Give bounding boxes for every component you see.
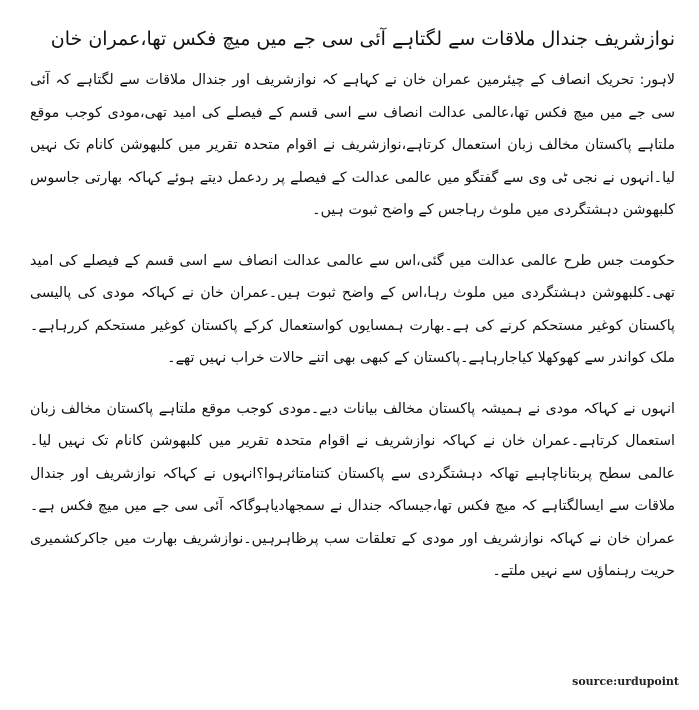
article-headline: نوازشریف جندال ملاقات سے لگتاہے آئی سی جے میں میچ فکس تھا،عمران خان [50, 28, 675, 50]
source-credit: source:urdupoint [572, 675, 679, 688]
article-paragraph-1: لاہور: تحریک انصاف کے چیئرمین عمران خان نے کہاہے کہ نوازشریف اور جندال ملاقات سے لگتاہے کہ آئی سی جے میں میچ فکس تھا،عالمی عدالت انصاف سے اسی قسم کے فیصلے کی امید تھی،مودی کوجب موقع ملتاہے پاکستان مخالف زبان استعمال کرتاہے،نوازشریف نے اقوام متحدہ تقریر میں کلبھوشن کانام تک نہیں لیا۔انہوں نے نجی ٹی وی سے گفتگو میں عالمی عدالت کے فیصلے پر ردعمل دیتے ہوئے کہاکہ بھارتی جاسوس کلبھوشن دہشتگردی میں ملوث رہاجس کے واضح ثبوت ہیں۔ [30, 72, 675, 218]
article-paragraph-3: انہوں نے کہاکہ مودی نے ہمیشہ پاکستان مخالف بیانات دیے۔مودی کوجب موقع ملتاہے پاکستان مخالف زبان استعمال کرتاہے۔عمران خان نے کہاکہ نوازشریف نے اقوام متحدہ تقریر میں کلبھوشن کانام تک نہیں لیا۔عالمی سطح پربتاناچاہیے تھاکہ دہشتگردی سے پاکستان کتنامتاثرہوا؟انہوں نے کہاکہ نوازشریف اور جندال ملاقات سے ایسالگتاہے کہ میچ فکس تھا،جیساکہ جندال نے سمجھادیاہوگاکہ آئی سی جے میں میچ فکس ہے۔عمران خان نے کہاکہ نوازشریف اور مودی کے تعلقات سب پرظاہرہیں۔نوازشریف بھارت میں جاکرکشمیری حریت رہنماؤں سے نہیں ملتے۔ [30, 400, 675, 579]
article-paragraph-2: حکومت جس طرح عالمی عدالت میں گئی،اس سے عالمی عدالت انصاف سے اسی قسم کے فیصلے کی امید تھی۔کلبھوشن دہشتگردی میں ملوث رہا،اس کے واضح ثبوت ہیں۔عمران خان نے کہاکہ مودی کی پالیسی پاکستان کوغیر مستحکم کرنے کی ہے۔بھارت ہمسایوں کواستعمال کرکے پاکستان کوغیر مستحکم کررہاہے۔ملک کواندر سے کھوکھلا کیاجارہاہے۔پاکستان کے کبھی بھی اتنے حالات خراب نہیں تھے۔ [30, 252, 675, 366]
